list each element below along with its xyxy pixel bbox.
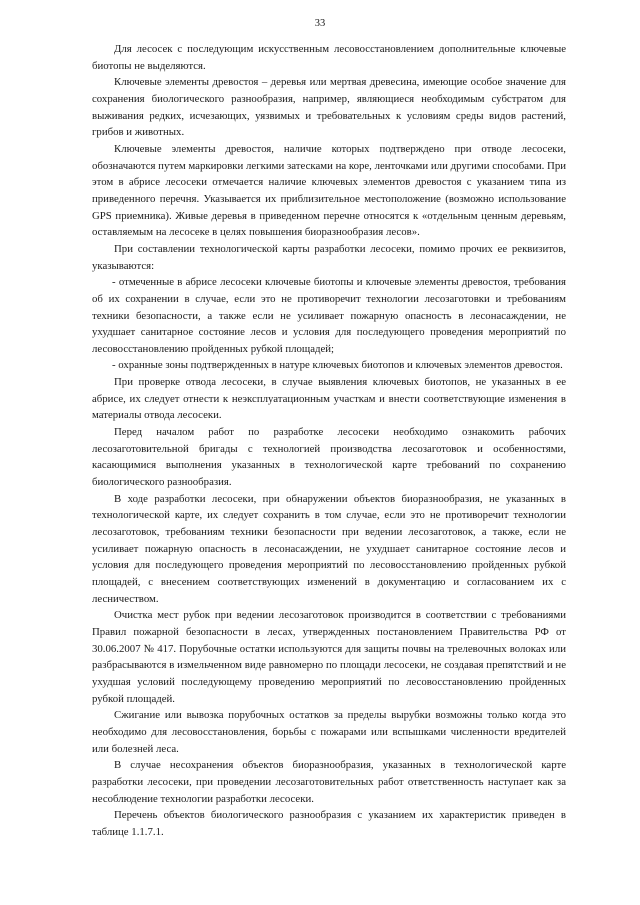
list-item-key-biotopes: - отмеченные в абрисе лесосеки ключевые биотопы и ключевые элементы древостоя, требования об их сохранении в случае, если это не противоречит технологии лесозаготовки и требованиям техники безопасности, а также если не усиливает пожарную опасность в лесонасаждении, не ухудшает санитарное состояние лесов и условия для последующего проведения мероприятий по лесовосстановлению пройденных рубкой площадей; xyxy=(92,276,566,355)
paragraph-artificial-reforestation: Для лесосек с последующим искусственным лесовосстановлением дополнительные ключевые биотопы не выделяются. xyxy=(92,43,566,72)
list-item-protection-zones: - охранные зоны подтвержденных в натуре ключевых биотопов и ключевых элементов древостоя. xyxy=(112,359,563,372)
paragraph-allotment-check: При проверке отвода лесосеки, в случае выявления ключевых биотопов, не указанных в ее абрисе, их следует отнести к неэксплуатационным участкам и внести соответствующие изменения в материалы отвода лесосеки. xyxy=(92,376,566,422)
paragraph-tech-map-requisites: При составлении технологической карты разработки лесосеки, помимо прочих ее реквизитов, указываются: xyxy=(92,242,566,272)
page-number: 33 xyxy=(314,18,326,29)
paragraph-logging-residue-cleanup: Очистка мест рубок при ведении лесозаготовок производится в соответствии с требованиями Правил пожарной безопасности в лесах, утвержденных постановлением Правительства РФ от 30.06.2007 № 417. Порубочные остатки используются для защиты почвы на трелевочных волоках или разбрасываются в измельченном виде равномерно по площади лесосеки, не создавая препятствий и не ухудшая условий последующему проведению мероприятий по лесовосстановлению пройденных рубкой площадей. xyxy=(92,609,566,705)
paragraph-key-elements-definition: Ключевые элементы древостоя – деревья или мертвая древесина, имеющие особое значение для сохранения биологического разнообразия, например, являющиеся необходимым субстратом для выживания редких, исчезающих, уязвимых и требовательных к условиям среды видов растений, грибов и животных. xyxy=(92,76,566,139)
paragraph-table-reference: Перечень объектов биологического разнообразия с указанием их характеристик приведен в таблице 1.1.7.1. xyxy=(92,809,566,838)
paragraph-liability: В случае несохранения объектов биоразнообразия, указанных в технологической карте разработки лесосеки, при проведении лесозаготовительных работ ответственность наступает как за несоблюдение технологии разработки лесосеки. xyxy=(92,759,566,805)
document-body xyxy=(92,41,566,841)
paragraph-crew-briefing: Перед началом работ по разработке лесосеки необходимо ознакомить рабочих лесозаготовительной бригады с технологией производства лесозаготовок и особенностями, касающимися выполнения указанных в технологической карте требований по сохранению биологического разнообразия. xyxy=(92,426,566,489)
paragraph-key-elements-marking: Ключевые элементы древостоя, наличие которых подтверждено при отводе лесосеки, обозначаются путем маркировки легкими затесками на коре, ленточками или другими способами. При этом в абрисе лесосеки отмечается наличие ключевых элементов древостоя с указанием типа из приведенного перечня. Указывается их приблизительное местоположение (возможно использование GPS приемника). Живые деревья в приведенном перечне относятся к «отдельным ценным деревьям, оставляемым на лесосеке в целях повышения биоразнообразия лесов». xyxy=(92,142,566,239)
paragraph-residue-burning: Сжигание или вывозка порубочных остатков за пределы вырубки возможны только когда это необходимо для лесовосстановления, борьбы с пожарами или вспышками численности вредителей или болезней леса. xyxy=(92,709,566,755)
paragraph-biodiversity-discovery: В ходе разработки лесосеки, при обнаружении объектов биоразнообразия, не указанных в технологической карте, их следует сохранить в том случае, если это не противоречит технологии лесозаготовок, требованиям техники безопасности при ведении лесозаготовок, а также, если не усиливает пожарную опасность в лесонасаждении, не ухудшает санитарное состояние лесов и условия для последующего проведения мероприятий по лесовосстановлению пройденных рубкой площадей, с внесением соответствующих изменений в документацию и согласованием их с лесничеством. xyxy=(92,492,566,605)
